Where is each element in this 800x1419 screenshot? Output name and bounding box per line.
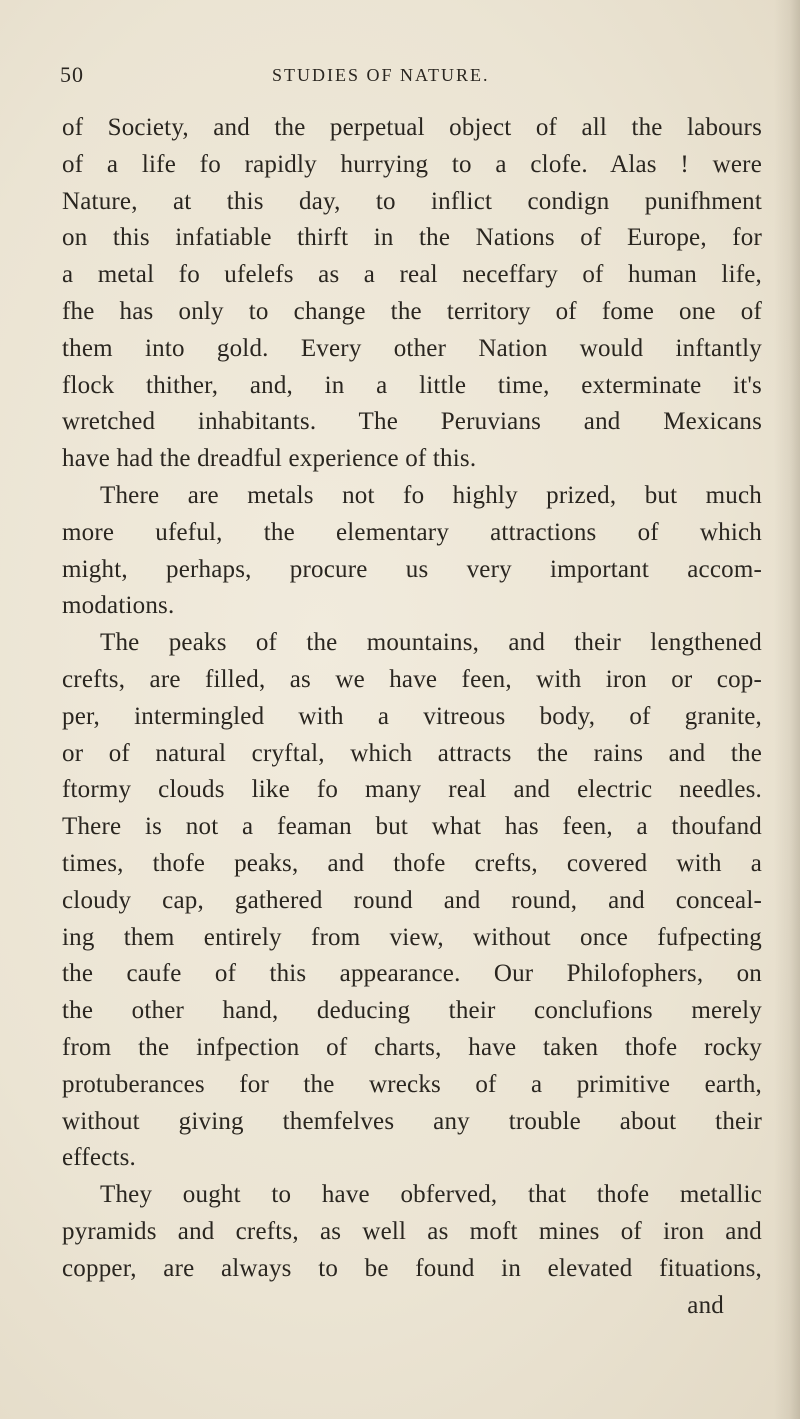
text-line: the other hand, deducing their conclufions merely (62, 997, 762, 1025)
text-line: crefts, are filled, as we have feen, with iron or cop- (62, 665, 762, 693)
page-header (60, 62, 740, 92)
text-line: without giving themfelves any trouble about their (62, 1107, 762, 1135)
text-line: of Society, and the perpetual object of all the labours (62, 114, 762, 141)
text-line: from the infpection of charts, have taken thofe rocky (62, 1033, 762, 1061)
text-line: effects. (62, 1144, 137, 1172)
text-line: them into gold. Every other Nation would inftantly (62, 334, 762, 362)
text-line: or of natural cryftal, which attracts the rains and the (62, 739, 762, 767)
text-line: protuberances for the wrecks of a primitive earth, (62, 1070, 762, 1098)
text-line: They ought to have obferved, that thofe metallic (100, 1181, 762, 1209)
text-line: on this infatiable thirft in the Nations of Europe, for (62, 224, 762, 252)
text-line: There is not a feaman but what has feen, a thoufand (62, 813, 762, 841)
text-line: Nature, at this day, to inflict condign punifhment (62, 187, 762, 215)
body-text (62, 110, 762, 1324)
text-line: cloudy cap, gathered round and round, and conceal- (62, 886, 762, 914)
text-line: ftormy clouds like fo many real and electric needles. (62, 776, 762, 804)
text-line: per, intermingled with a vitreous body, of granite, (62, 702, 762, 730)
text-line: might, perhaps, procure us very important accom- (62, 555, 762, 583)
text-line: There are metals not fo highly prized, but much (100, 481, 762, 509)
text-line: wretched inhabitants. The Peruvians and Mexicans (62, 408, 762, 436)
text-line: The peaks of the mountains, and their lengthened (100, 629, 762, 657)
text-line: a metal fo ufelefs as a real neceffary of human life, (62, 261, 762, 289)
text-line: times, thofe peaks, and thofe crefts, covered with a (62, 849, 762, 877)
text-line: have had the dreadful experience of this. (62, 445, 477, 473)
text-line: the caufe of this appearance. Our Philofophers, on (62, 960, 762, 988)
text-line: pyramids and crefts, as well as moft mines of iron and (62, 1217, 762, 1245)
text-line: flock thither, and, in a little time, exterminate it's (62, 371, 762, 399)
catchword: and (687, 1291, 724, 1319)
text-line: copper, are always to be found in elevated fituations, (62, 1254, 762, 1282)
text-line: of a life fo rapidly hurrying to a clofe. Alas ! were (62, 150, 762, 178)
text-line: fhe has only to change the territory of fome one of (62, 297, 762, 325)
running-head: STUDIES OF NATURE. (272, 65, 490, 85)
text-line: more ufeful, the elementary attractions of which (62, 518, 762, 546)
page-edge-shadow (774, 0, 800, 1419)
text-line: ing them entirely from view, without once fufpecting (62, 923, 762, 951)
page-number: 50 (60, 62, 84, 87)
text-line: modations. (62, 592, 175, 620)
